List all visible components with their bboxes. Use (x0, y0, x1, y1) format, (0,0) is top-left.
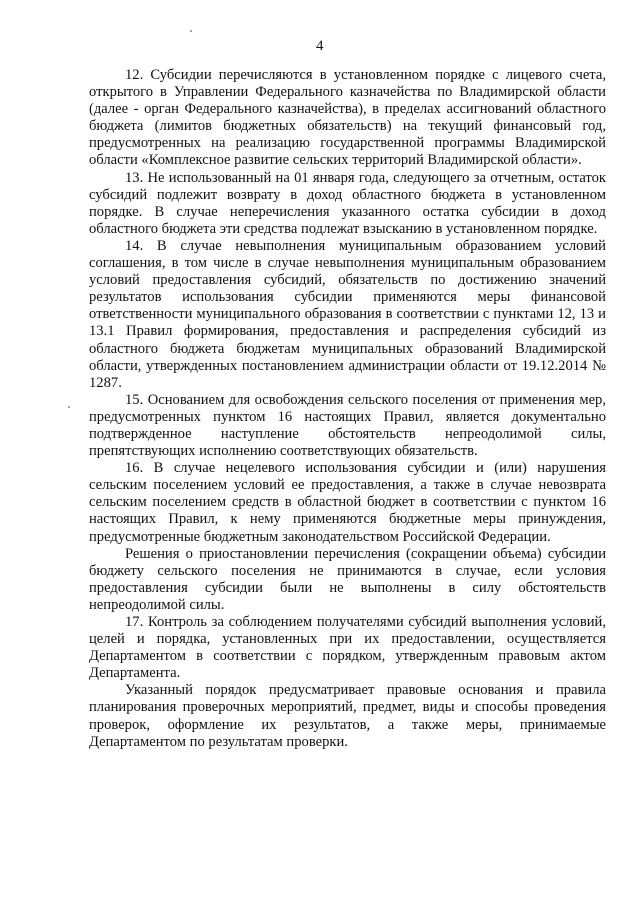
scan-speck (190, 30, 192, 32)
page-number: 4 (316, 38, 324, 54)
paragraph-17: 17. Контроль за соблюдением получателями субсидий выполнения условий, целей и порядка, установленных при их предоставлении, осуществляется Департаментом в соответствии с порядком, утвержденным правовым актом Департамента. (89, 614, 606, 682)
paragraph-16: 16. В случае нецелевого использования субсидии и (или) нарушения сельским поселением условий ее предоставления, а также в случае невозврата сельским поселением средств в областной бюджет в соответствии с пунктом 16 настоящих Правил, к нему применяются бюджетные меры принуждения, предусмотренные бюджетным законодательством Российской Федерации. (89, 460, 606, 545)
paragraph-14: 14. В случае невыполнения муниципальным образованием условий соглашения, в том числе в случае невыполнения муниципальным образованием условий предоставления субсидий, обязательств по достижению значений результатов использования субсидии применяются меры финансовой ответственности муниципального образования в соответствии с пунктами 12, 13 и 13.1 Правил формирования, предоставления и распределения субсидий из областного бюджета бюджетам муниципальных образований Владимирской области, утвержденных постановлением администрации области от 19.12.2014 № 1287. (89, 237, 606, 391)
paragraph-16-suspension: Решения о приостановлении перечисления (сокращении объема) субсидии бюджету сельского поселения не принимаются в случае, если условия предоставления субсидии были не выполнены в силу обстоятельств непреодолимой силы. (89, 545, 606, 613)
paragraph-12: 12. Субсидии перечисляются в установленном порядке с лицевого счета, открытого в Управлении Федерального казначейства по Владимирской области (далее - орган Федерального казначейства), в пределах ассигнований областного бюджета (лимитов бюджетных обязательств) на текущий финансовый год, предусмотренных на реализацию государственной программы Владимирской области «Комплексное развитие сельских территорий Владимирской области». (89, 67, 606, 169)
paragraph-15: 15. Основанием для освобождения сельского поселения от применения мер, предусмотренных пунктом 16 настоящих Правил, является документально подтвержденное наступление обстоятельств непреодолимой силы, препятствующих исполнению соответствующих обязательств. (89, 391, 606, 460)
document-body (89, 67, 606, 751)
paragraph-13: 13. Не использованный на 01 января года, следующего за отчетным, остаток субсидий подлежит возврату в доход областного бюджета в установленном порядке. В случае неперечисления указанного остатка субсидии в доход областного бюджета эти средства подлежат взысканию в установленном порядке. (89, 169, 606, 237)
scan-speck (68, 406, 70, 408)
paragraph-17-procedure: Указанный порядок предусматривает правовые основания и правила планирования проверочных мероприятий, предмет, виды и способы проведения проверок, оформление их результатов, а также меры, принимаемые Департаментом по результатам проверки. (89, 682, 606, 750)
